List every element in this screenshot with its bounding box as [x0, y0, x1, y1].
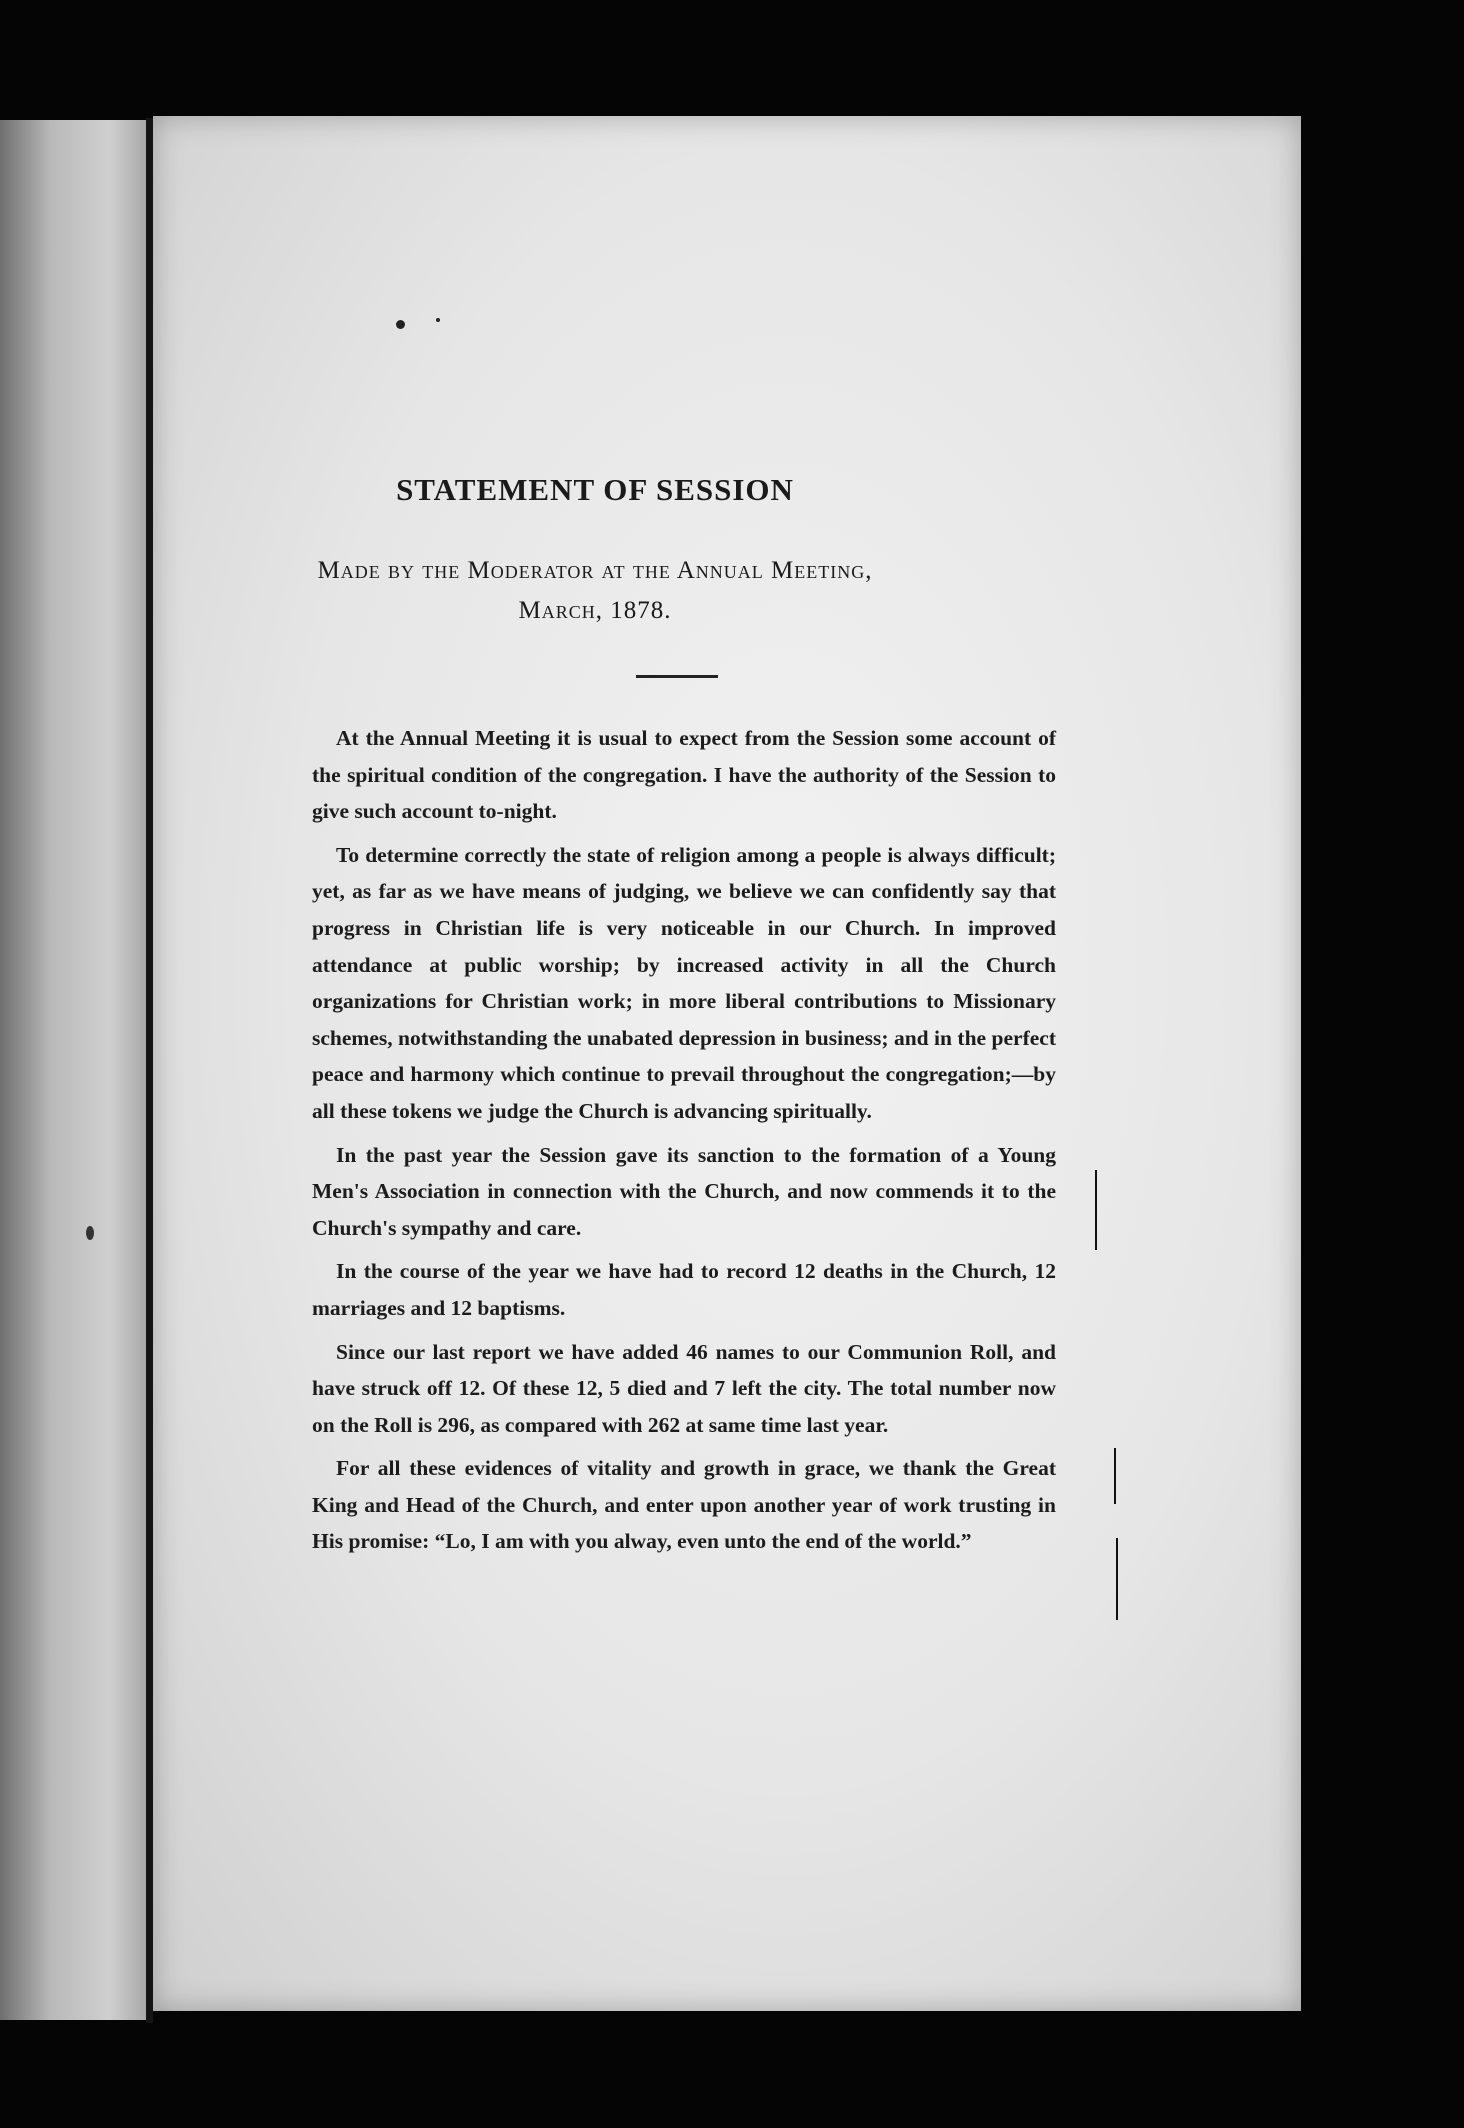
margin-mark-3 — [1116, 1538, 1118, 1620]
subtitle-line-1: Made by the Moderator at the Annual Meeting, — [317, 557, 873, 584]
paragraph-4: In the course of the year we have had to record 12 deaths in the Church, 12 marriages and 12 baptisms. — [312, 1259, 1056, 1320]
paragraph-6: For all these evidences of vitality and growth in grace, we thank the Great King and Head of the Church, and enter upon another year of work trusting in His promise: “Lo, I am with you alway, even unto the end of the world.” — [312, 1456, 1056, 1554]
title-rule — [636, 675, 718, 678]
left-page-edge — [0, 120, 146, 2020]
ink-speck — [436, 318, 440, 322]
margin-mark-1 — [1095, 1170, 1097, 1250]
ink-speck — [86, 1226, 94, 1240]
subtitle-date: March, 1878. — [518, 597, 672, 624]
ink-speck — [396, 320, 405, 329]
page-gutter — [146, 118, 153, 2023]
paragraph-5: Since our last report we have added 46 names to our Communion Roll, and have struck off 12. Of these 12, 5 died and 7 left the city. The total number now on the Roll is 296, as compared with 262 at same time last year. — [312, 1339, 1056, 1437]
paragraph-1: At the Annual Meeting it is usual to expect from the Session some account of the spiritual condition of the congregation. I have the authority of the Session to give such account to-night. — [312, 726, 1056, 824]
paragraph-3: In the past year the Session gave its sanction to the formation of a Young Men's Association in connection with the Church, and now commends it to the Church's sympathy and care. — [312, 1142, 1056, 1240]
paragraph-2: To determine correctly the state of religion among a people is always difficult; yet, as far as we have means of judging, we believe we can confidently say that progress in Christian life is very noticeable in our Church. In improved attendance at public worship; by increased activity in all the Church organizations for Christian work; in more liberal contributions to Missionary schemes, notwithstanding the unabated depression in business; and in the perfect peace and harmony which continue to prevail throughout the congregation;—by all these tokens we judge the Church is advancing spiritually. — [312, 842, 1056, 1123]
margin-mark-2 — [1114, 1448, 1116, 1504]
body-text — [312, 720, 1056, 1567]
page-title: STATEMENT OF SESSION — [396, 472, 794, 507]
subtitle — [0, 551, 1190, 631]
